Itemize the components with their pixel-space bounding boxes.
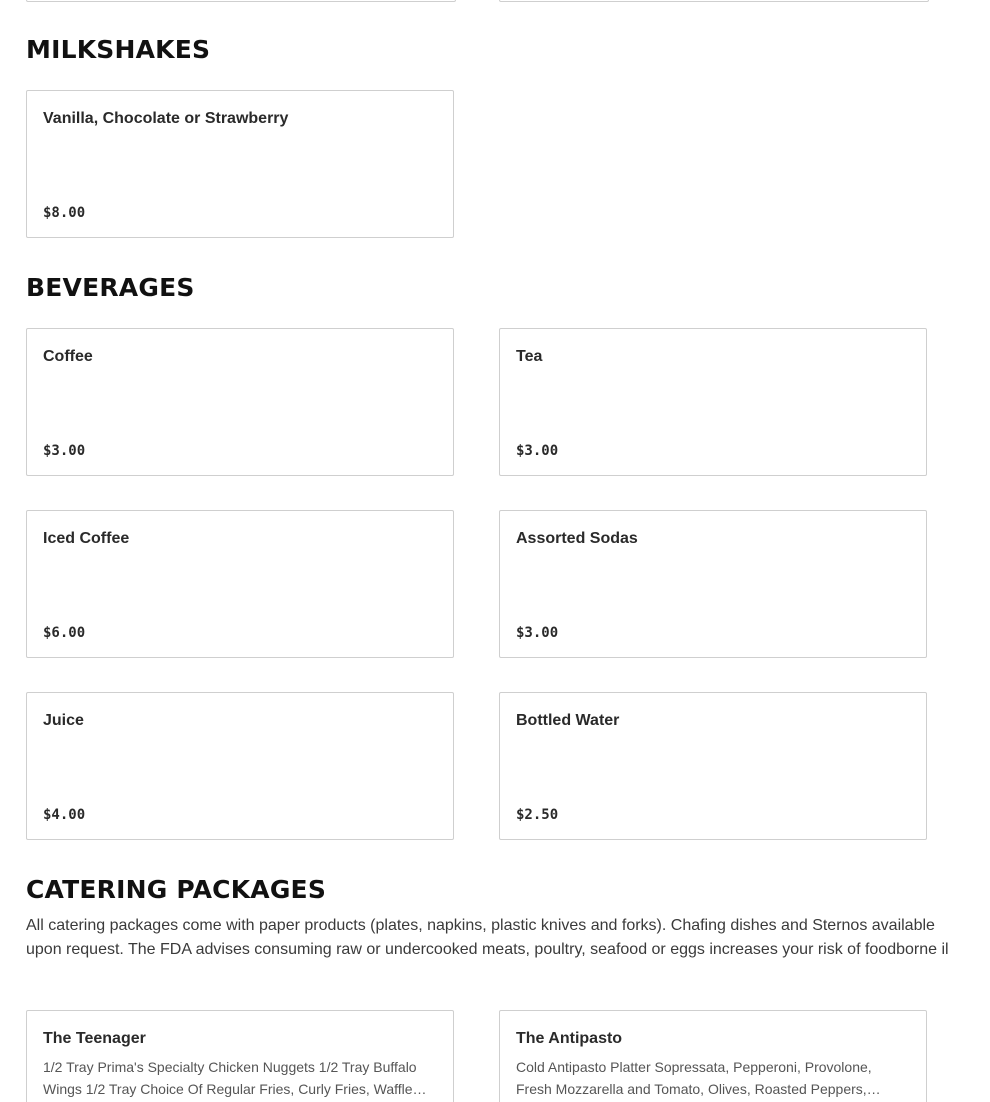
item-price: $2.50 [516,807,559,823]
item-price: $4.00 [43,807,86,823]
item-price: $8.00 [43,205,86,221]
section-title-milkshakes: MILKSHAKES [26,35,211,64]
previous-item-card[interactable] [26,0,456,2]
item-name: Tea [516,348,543,365]
menu-item-card[interactable] [26,692,454,840]
item-name: The Teenager [43,1030,146,1047]
item-price: $6.00 [43,625,86,641]
menu-item-card[interactable] [499,1010,927,1102]
item-name: Bottled Water [516,712,620,729]
menu-item-card[interactable] [499,692,927,840]
section-description: All catering packages come with paper products (plates, napkins, plastic knives and forks). Chafing dishes and Sternos available upon request. The FDA advises consuming raw or undercooked meats, poultry, seafood or eggs increases your risk of foodborne il [26,917,949,958]
menu-item-card[interactable] [26,1010,454,1102]
section-title-beverages: BEVERAGES [26,273,195,302]
item-name: The Antipasto [516,1030,623,1047]
menu-item-card[interactable] [26,90,454,238]
section-title-catering: CATERING PACKAGES [26,875,327,904]
item-name: Iced Coffee [43,530,130,547]
previous-item-card[interactable] [499,0,929,2]
menu-item-card[interactable] [26,328,454,476]
menu-item-card[interactable] [26,510,454,658]
item-price: $3.00 [516,443,559,459]
item-price: $3.00 [43,443,86,459]
item-name: Vanilla, Chocolate or Strawberry [43,110,289,127]
item-name: Juice [43,712,84,729]
item-name: Assorted Sodas [516,530,638,547]
item-description: 1/2 Tray Prima's Specialty Chicken Nuggets 1/2 Tray Buffalo Wings 1/2 Tray Choice Of Regular Fries, Curly Fries, Waffle… [43,1059,427,1097]
item-price: $3.00 [516,625,559,641]
item-description: Cold Antipasto Platter Sopressata, Pepperoni, Provolone, Fresh Mozzarella and Tomato, Olives, Roasted Peppers,… [516,1059,881,1097]
menu-item-card[interactable] [499,328,927,476]
menu-item-card[interactable] [499,510,927,658]
item-name: Coffee [43,348,93,365]
